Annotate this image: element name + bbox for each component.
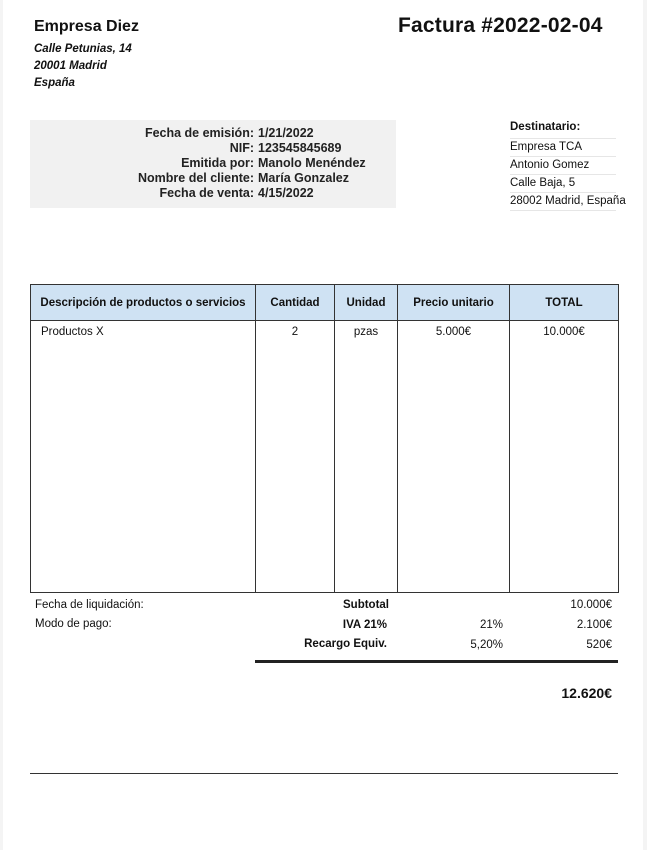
table-header-row <box>31 285 619 321</box>
sale-date-label: Fecha de venta: <box>159 186 254 200</box>
recipient-line: 28002 Madrid, España <box>510 193 616 211</box>
grand-total: 12.620€ <box>561 685 612 701</box>
issue-date-value: 1/21/2022 <box>258 126 314 140</box>
recipient-line: Empresa TCA <box>510 139 616 157</box>
subtotal-value: 10.000€ <box>570 599 612 611</box>
column-header-unit-price: Precio unitario <box>398 285 510 321</box>
items-table <box>30 284 619 593</box>
column-header-description: Descripción de productos o servicios <box>31 285 256 321</box>
page-border-left <box>0 0 3 850</box>
footer-divider <box>30 773 618 774</box>
surcharge-value: 520€ <box>586 639 612 651</box>
info-row-client <box>30 171 396 186</box>
total-divider <box>255 660 618 663</box>
nif-label: NIF: <box>229 141 254 155</box>
column-header-quantity: Cantidad <box>256 285 335 321</box>
client-name-label: Nombre del cliente: <box>138 171 254 185</box>
vat-value: 2.100€ <box>576 619 612 631</box>
column-header-total: TOTAL <box>510 285 619 321</box>
surcharge-rate: 5,20% <box>470 639 503 651</box>
issued-by-value: Manolo Menéndez <box>258 156 366 170</box>
cell-unit: pzas <box>335 321 398 593</box>
invoice-title: Factura #2022-02-04 <box>398 14 603 37</box>
company-address-line1: Calle Petunias, 14 <box>34 43 132 55</box>
info-row-nif <box>30 141 396 156</box>
cell-description: Productos X <box>31 321 256 593</box>
payment-method-label: Modo de pago: <box>35 618 112 630</box>
client-name-value: María Gonzalez <box>258 171 349 185</box>
company-block <box>34 18 139 92</box>
info-row-issue-date <box>30 126 396 141</box>
company-address-line2: 20001 Madrid <box>34 60 107 72</box>
invoice-info-box <box>30 120 396 208</box>
vat-label: IVA 21% <box>342 619 387 631</box>
recipient-heading: Destinatario: <box>510 121 616 139</box>
surcharge-label: Recargo Equiv. <box>304 638 387 650</box>
vat-rate: 21% <box>479 619 503 631</box>
recipient-line: Antonio Gomez <box>510 157 616 175</box>
company-country: España <box>34 77 75 89</box>
sale-date-value: 4/15/2022 <box>258 186 314 200</box>
subtotal-label: Subtotal <box>343 599 389 611</box>
table-row <box>31 321 619 593</box>
info-row-sale-date <box>30 186 396 201</box>
page-border-right <box>643 0 647 850</box>
nif-value: 123545845689 <box>258 141 342 155</box>
issue-date-label: Fecha de emisión: <box>144 126 254 140</box>
info-row-issued-by <box>30 156 396 171</box>
company-name: Empresa Diez <box>34 18 139 35</box>
issued-by-label: Emitida por: <box>181 156 254 170</box>
column-header-unit: Unidad <box>335 285 398 321</box>
settlement-date-label: Fecha de liquidación: <box>35 599 144 611</box>
recipient-line: Calle Baja, 5 <box>510 175 616 193</box>
cell-total: 10.000€ <box>510 321 619 593</box>
cell-unit-price: 5.000€ <box>398 321 510 593</box>
cell-quantity: 2 <box>256 321 335 593</box>
recipient-block <box>510 121 626 211</box>
